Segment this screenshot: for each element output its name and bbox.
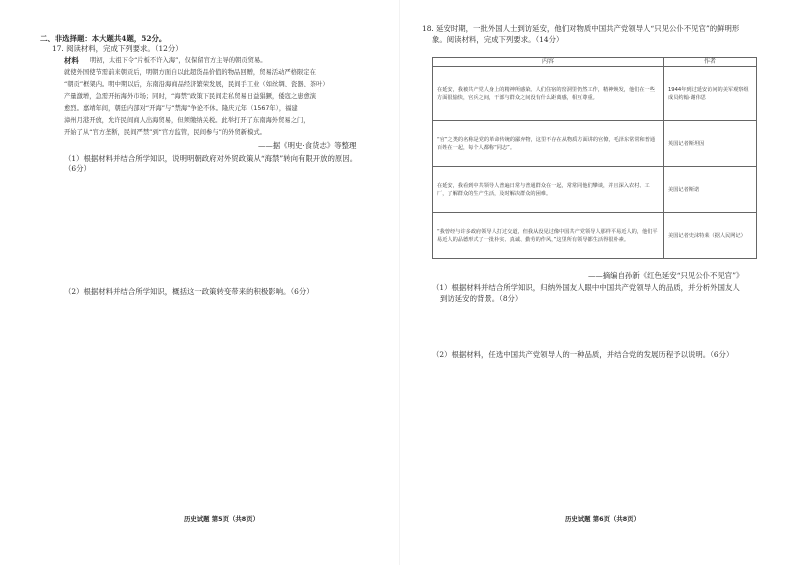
q18-stem-line1: 18. 延安时期，一批外国人士到访延安，他们对物质中国共产党领导人“只见公仆不见官”的鲜明形 <box>422 24 740 33</box>
q17-material-label: 材料 <box>64 56 79 65</box>
q17-part1: （1）根据材料并结合所学知识，说明明朝政府对外贸政策从“海禁”转向有限开放的原因。 <box>64 154 358 163</box>
left-page-footer: 历史试题 第5页（共8页） <box>184 515 260 523</box>
table-cell-content: “我曾经与许多政府领导人打过交道，但我从没见过像中国共产党领导人那样平易近人的，他们平易近人的品德形式了一批朴实、真诚、勤劳的作风，”这里所有领导都生活得很朴素。 <box>433 213 664 259</box>
q17-material-line: 明初，太祖下令“片板不许入海”，仅保留官方主导的朝贡贸易。 <box>90 57 267 64</box>
right-page-footer: 历史试题 第6页（共8页） <box>565 515 641 523</box>
q17-stem: 17. 阅读材料，完成下列要求。（12分） <box>52 44 183 53</box>
table-row <box>433 67 757 121</box>
table-row <box>433 167 757 213</box>
q18-source-table <box>432 57 757 259</box>
table-header-content: 内容 <box>433 58 664 67</box>
q17-part1-score: （6分） <box>64 164 91 173</box>
table-cell-author: 英国记者斯坦因 <box>664 121 757 167</box>
table-cell-author: 美国记者史沫特莱（据人民网记） <box>664 213 757 259</box>
q17-material-line: 产量激增，急需开拓海外市场；同时，“海禁”政策下民间走私贸易日益猖獗，倭寇之患愈演 <box>64 93 317 100</box>
table-cell-content: 在延安，我被共产党人身上的精神所感染。人们住宿的窑洞里仍然工作，精神焕发，他们在一些方面很愉快，官兵之间，干部与群众之间没有什么距离感，相互尊重。 <box>433 67 664 121</box>
table-cell-author: 1944年到过延安访问的美军观察组成员约翰·谢伟思 <box>664 67 757 121</box>
q18-part1-line2: 到访延安的背景。（8分） <box>440 294 523 303</box>
q17-material-line: 漳州月港开放，允许民间商人出海贸易，但须缴纳关税。此举打开了东南海外贸易之门， <box>64 117 310 124</box>
q17-source: ——据《明史·食货志》等整理 <box>258 141 357 150</box>
table-header-author: 作者 <box>664 58 757 67</box>
q17-material-line: “朝贡”框架内。明中期以后，东南沿海商品经济繁荣发展，民间手工业（如丝绸、瓷器、茶叶） <box>64 81 329 88</box>
table-row <box>433 213 757 259</box>
q17-part2: （2）根据材料并结合所学知识，概括这一政策转变带来的积极影响。（6分） <box>64 287 314 296</box>
q18-part1-line1: （1）根据材料并结合所学知识，归纳外国友人眼中中国共产党领导人的品质，并分析外国友人 <box>432 283 740 292</box>
table-cell-content: “官”之类的名称是党的革命传统的鄙弃物，这里不存在从物质方面讲的官僚，毛泽东常常和普通百姓在一起，每个人都称“同志”。 <box>433 121 664 167</box>
q17-material-line: 愈烈。嘉靖年间，朝廷内部对“开海”与“禁海”争论不休。隆庆元年（1567年），福建 <box>64 105 298 112</box>
q18-part2: （2）根据材料，任选中国共产党领导人的一种品质，并结合党的发展历程予以说明。（6分） <box>432 350 734 359</box>
q18-stem-line2: 象。阅读材料，完成下列要求。（14分） <box>432 35 564 44</box>
q17-material-line: 就使外国使节需前来朝贡后，明朝方面自以此超货品价值的物品回赠，贸易活动严格限定在 <box>64 69 316 76</box>
table-cell-content: 在延安，我看到中共领导人普遍日常与普通群众在一起，常常同他们攀谈，并且深入农村、工厂，了解群众的生产生活，及时解决群众的困难。 <box>433 167 664 213</box>
q18-source: ——摘编自孙新《红色延安“只见公仆不见官”》 <box>588 271 744 280</box>
q17-material-line: 开始了从“官方垄断，民间严禁”到“官方监管，民间参与”的外贸新模式。 <box>64 129 266 136</box>
table-cell-author: 美国记者斯诺 <box>664 167 757 213</box>
section-title: 二、非选择题：本大题共4题，52分。 <box>40 34 167 43</box>
table-header-row <box>433 58 757 67</box>
page-gutter <box>399 0 400 565</box>
table-row <box>433 121 757 167</box>
